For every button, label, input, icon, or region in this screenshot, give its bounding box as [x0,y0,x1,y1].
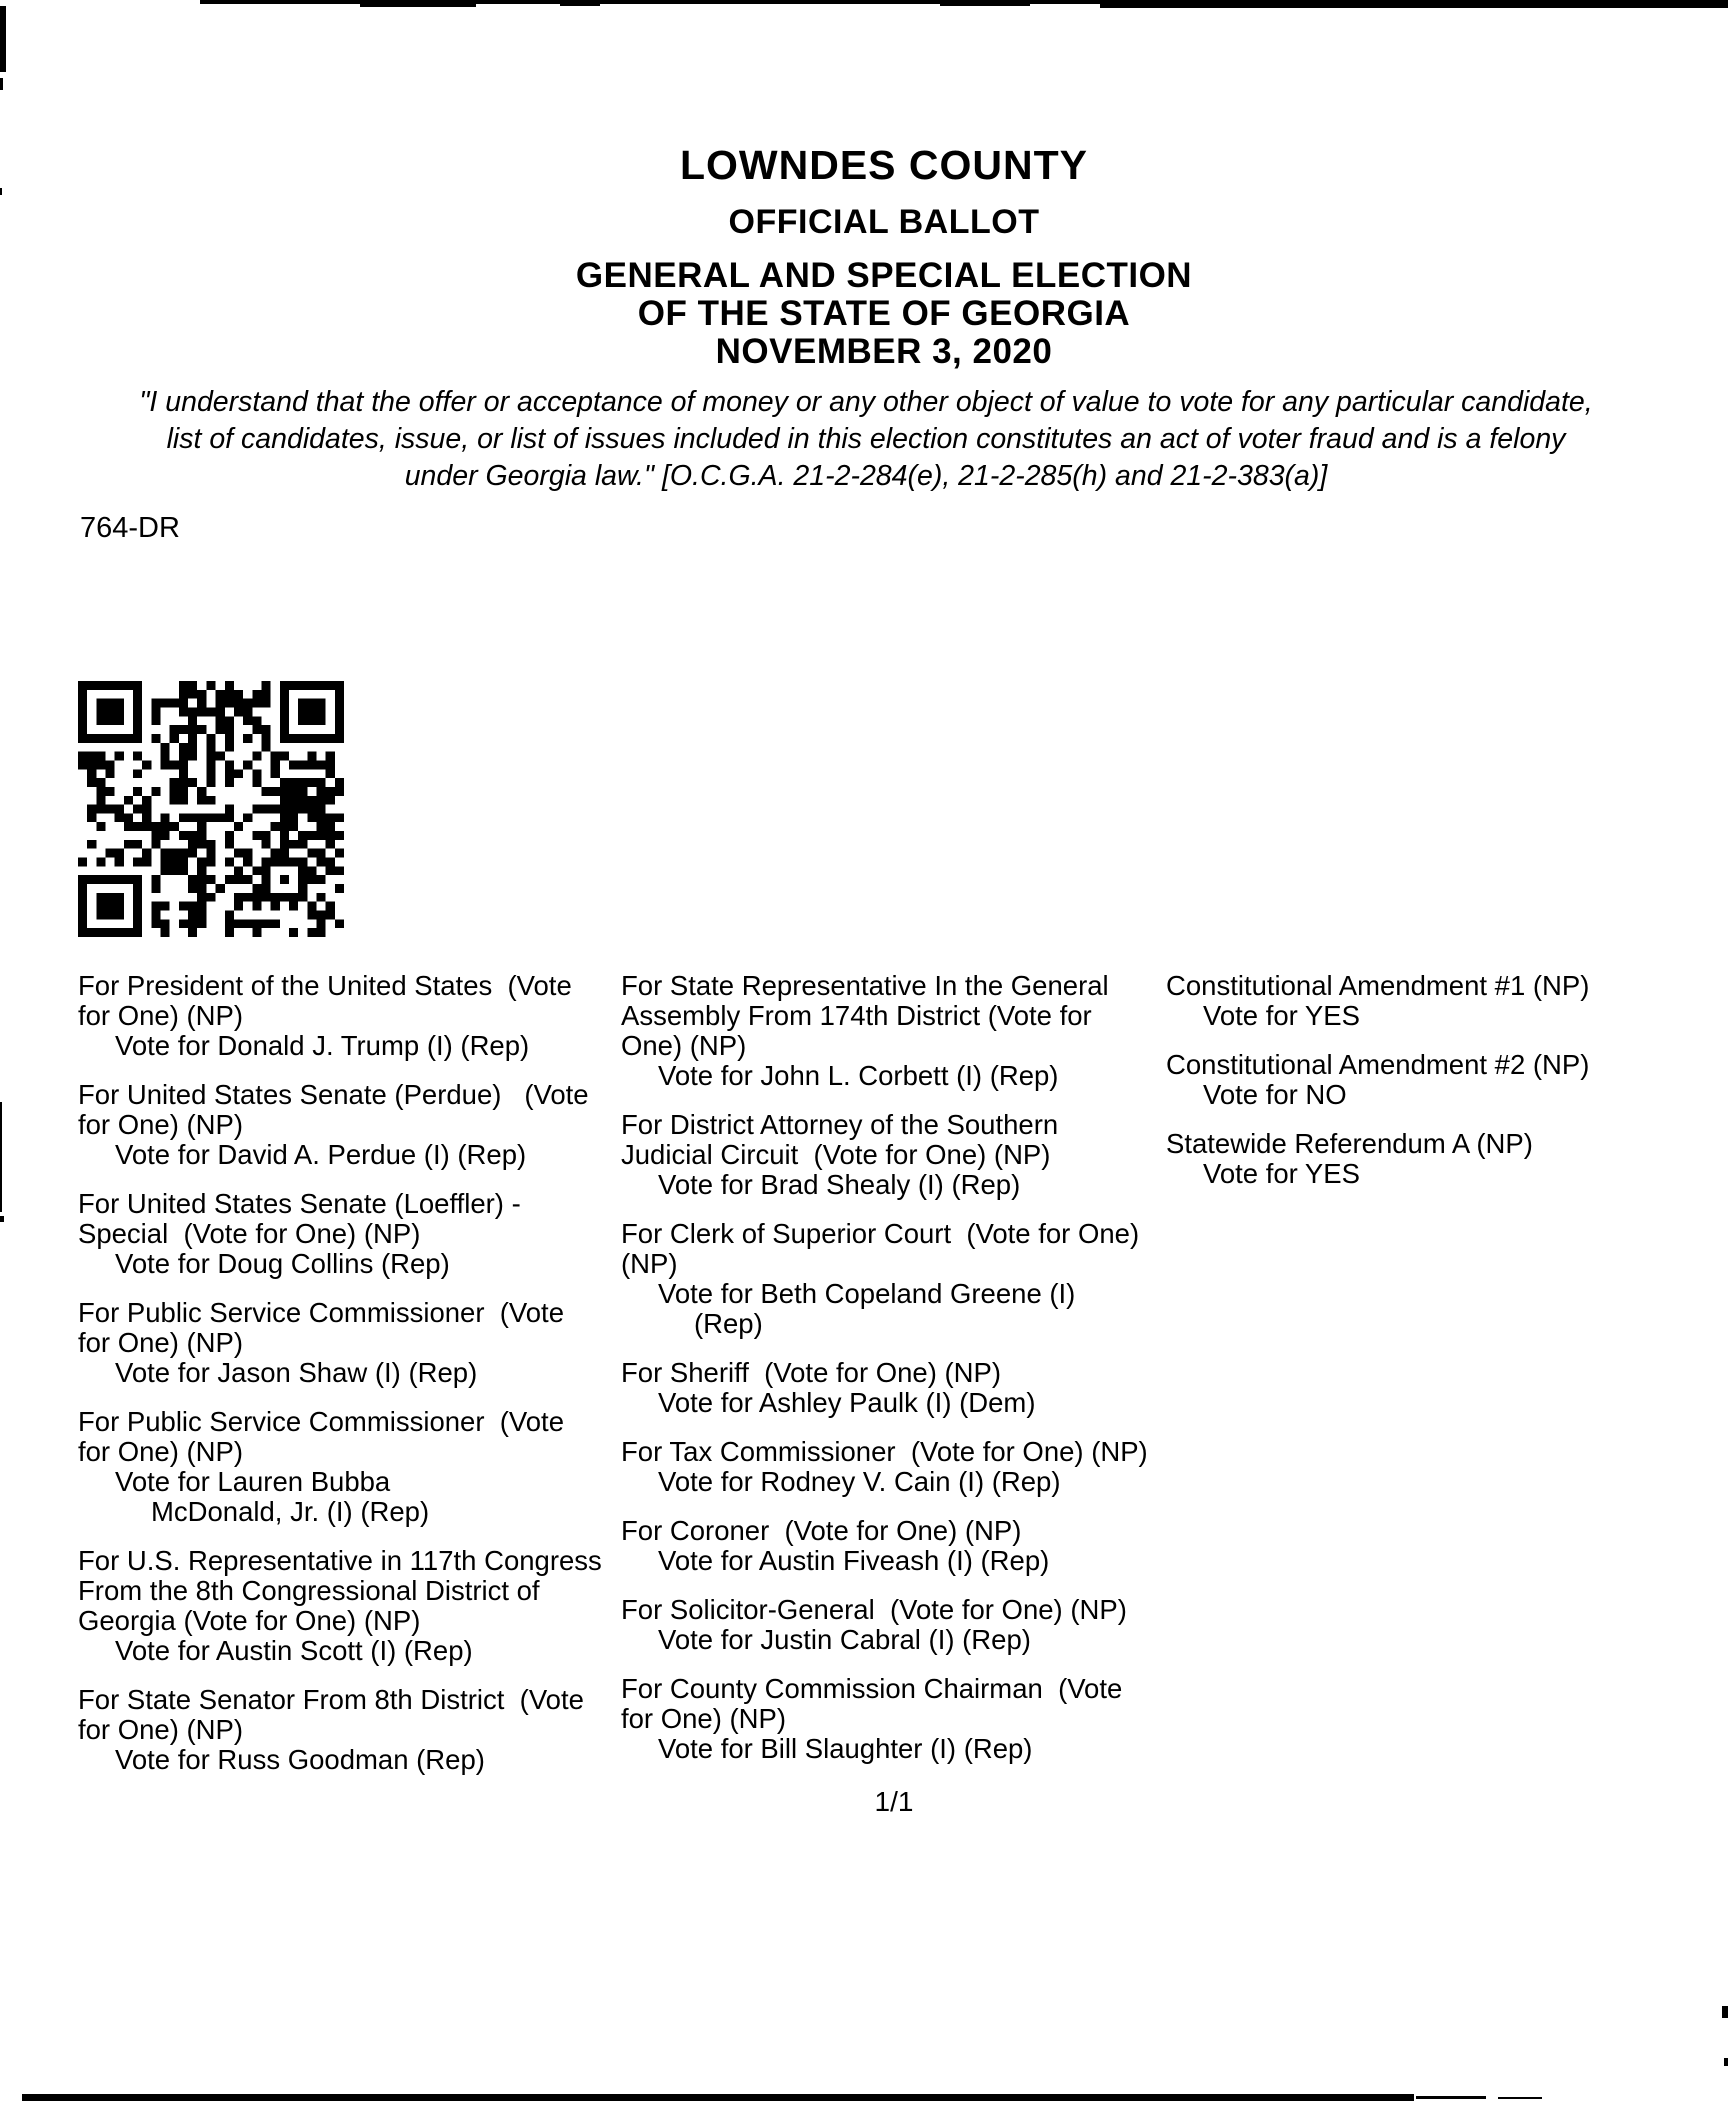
scan-artifact-left-bar [0,78,3,90]
contest-title-line: Statewide Referendum A (NP) [1166,1128,1533,1159]
ballot-column-middle [621,971,1191,1783]
vote-selection-line: Vote for Bill Slaughter (I) (Rep) [658,1733,1033,1764]
contest-title-line: For State Senator From 8th District (Vote [78,1684,584,1715]
vote-selection-line: McDonald, Jr. (I) (Rep) [151,1496,430,1527]
scan-artifact-top-line [1100,0,1728,8]
vote-selection-line: Vote for NO [1203,1079,1347,1110]
contest-title-line: For State Representative In the General [621,970,1109,1001]
election-title-line: GENERAL AND SPECIAL ELECTION [575,256,1193,295]
contest [78,1546,638,1666]
contest-title-line: For U.S. Representative in 117th Congress [78,1545,602,1576]
contest [621,1219,1191,1339]
contest-title-line: for One) (NP) [78,1327,244,1358]
ballot-column-left [78,971,638,1794]
contest-title-line: Assembly From 174th District (Vote for [621,1000,1092,1031]
scan-artifact-top-line [360,0,476,7]
vote-selection-line: Vote for Rodney V. Cain (I) (Rep) [658,1466,1061,1497]
contest [78,1407,638,1527]
contest-title-line: For Public Service Commissioner (Vote [78,1406,564,1437]
contest-title-line: For United States Senate (Loeffler) - [78,1188,521,1219]
contest-title-line: From the 8th Congressional District of [78,1575,540,1606]
vote-selection-line: Vote for Russ Goodman (Rep) [115,1744,485,1775]
contest [1166,1050,1706,1110]
contest-title-line: For United States Senate (Perdue) (Vote [78,1079,589,1110]
page-number: 1/1 [874,1786,914,1817]
vote-selection-line: Vote for Jason Shaw (I) (Rep) [115,1357,478,1388]
contest-title-line: Constitutional Amendment #1 (NP) [1166,970,1590,1001]
scan-artifact-right-mark [1724,2058,1728,2066]
scan-artifact-right-mark [1722,2006,1728,2018]
fraud-disclaimer-line: under Georgia law." [O.C.G.A. 21-2-284(e), 21-2-285(h) and 21-2-383(a)] [404,460,1328,492]
ballot-type-title: OFFICIAL BALLOT [728,203,1040,241]
contest [621,1516,1191,1576]
contest [1166,971,1706,1031]
ballot-style-code: 764-DR [80,512,180,544]
scan-artifact-left-line [0,1216,4,1222]
vote-selection-line: Vote for YES [1203,1000,1360,1031]
election-title [20,257,1728,371]
contest [78,971,638,1061]
scan-artifact-bottom-bar [1498,2097,1542,2099]
contest [78,1080,638,1170]
scan-artifact-top-line [560,0,600,6]
county-title: LOWNDES COUNTY [679,142,1089,188]
vote-selection-line: Vote for John L. Corbett (I) (Rep) [658,1060,1059,1091]
contest-title-line: For Public Service Commissioner (Vote [78,1297,564,1328]
ballot-column-right [1166,971,1706,1208]
vote-selection-line: Vote for Doug Collins (Rep) [115,1248,450,1279]
contest-title-line: For Coroner (Vote for One) (NP) [621,1515,1022,1546]
vote-selection-line: Vote for Austin Fiveash (I) (Rep) [658,1545,1050,1576]
contest-title-line: Judicial Circuit (Vote for One) (NP) [621,1139,1051,1170]
contest [621,1674,1191,1764]
vote-selection-line: Vote for Donald J. Trump (I) (Rep) [115,1030,530,1061]
contest [621,971,1191,1091]
contest-title-line: for One) (NP) [78,1109,244,1140]
vote-selection-line: Vote for Ashley Paulk (I) (Dem) [658,1387,1036,1418]
fraud-disclaimer [8,384,1724,495]
scan-artifact-left-line [0,1102,2,1212]
contest [621,1358,1191,1418]
scan-artifact-bottom-bar [1416,2096,1486,2099]
contest [621,1110,1191,1200]
contest-title-line: for One) (NP) [78,1714,244,1745]
vote-selection-line: Vote for David A. Perdue (I) (Rep) [115,1139,527,1170]
contest [621,1595,1191,1655]
scan-artifact-left-bar [0,188,2,195]
vote-selection-line: Vote for Beth Copeland Greene (I) [658,1278,1076,1309]
vote-selection-line: Vote for Justin Cabral (I) (Rep) [658,1624,1031,1655]
contest-title-line: Georgia (Vote for One) (NP) [78,1605,421,1636]
contest [78,1189,638,1279]
election-title-line: NOVEMBER 3, 2020 [715,332,1053,371]
election-title-line: OF THE STATE OF GEORGIA [637,294,1131,333]
qr-code [78,681,344,937]
scan-artifact-left-bar [0,6,6,72]
vote-selection-line: Vote for Austin Scott (I) (Rep) [115,1635,473,1666]
contest-title-line: For Tax Commissioner (Vote for One) (NP) [621,1436,1148,1467]
contest-title-line: For Clerk of Superior Court (Vote for One) [621,1218,1140,1249]
vote-selection-line: Vote for Brad Shealy (I) (Rep) [658,1169,1021,1200]
contest [78,1298,638,1388]
vote-selection-line: Vote for Lauren Bubba [115,1466,391,1497]
contest-title-line: for One) (NP) [621,1703,787,1734]
contest-title-line: For Sheriff (Vote for One) (NP) [621,1357,1002,1388]
scan-artifact-bottom-bar [22,2094,1414,2101]
contest-title-line: For County Commission Chairman (Vote [621,1673,1123,1704]
contest-title-line: One) (NP) [621,1030,747,1061]
qr-code-image [78,681,344,937]
contest-title-line: for One) (NP) [78,1000,244,1031]
contest-title-line: For President of the United States (Vote [78,970,572,1001]
contest-title-line: For Solicitor-General (Vote for One) (NP) [621,1594,1127,1625]
scan-artifact-top-line [940,0,1030,6]
contest-title-line: (NP) [621,1248,678,1279]
contest [78,1685,638,1775]
vote-selection-line: (Rep) [694,1308,763,1339]
contest [1166,1129,1706,1189]
fraud-disclaimer-line: list of candidates, issue, or list of issues included in this election constitutes an act of voter fraud and is a felony [166,423,1566,455]
vote-selection-line: Vote for YES [1203,1158,1360,1189]
contest-title-line: Constitutional Amendment #2 (NP) [1166,1049,1590,1080]
contest-title-line: For District Attorney of the Southern [621,1109,1059,1140]
contest [621,1437,1191,1497]
fraud-disclaimer-line: "I understand that the offer or acceptance of money or any other object of value to vote for any particular candidate, [139,386,1593,418]
contest-title-line: Special (Vote for One) (NP) [78,1218,421,1249]
contest-title-line: for One) (NP) [78,1436,244,1467]
